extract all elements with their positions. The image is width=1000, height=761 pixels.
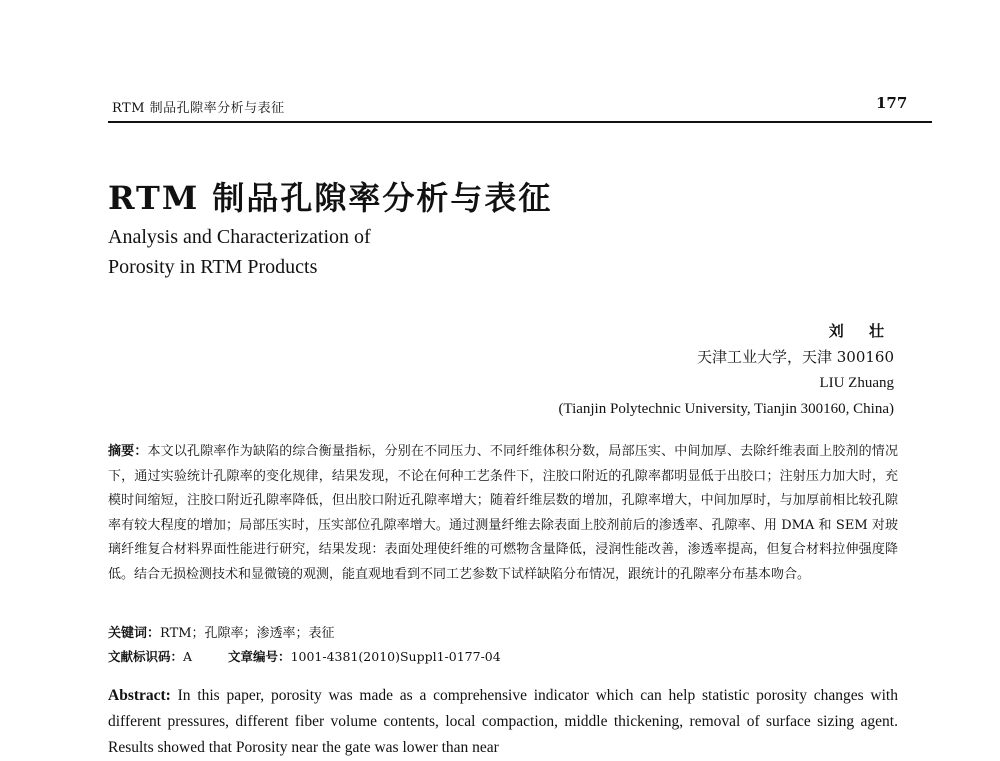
page-number: 177 — [876, 94, 908, 112]
classification-codes — [108, 647, 501, 665]
abstract-cn — [108, 440, 898, 587]
abstract-en-label: Abstract: — [108, 687, 171, 704]
keywords-text: RTM；孔隙率；渗透率；表征 — [160, 626, 335, 641]
author-name-cn: 刘 壮 — [828, 322, 894, 340]
affiliation-en: (Tianjin Polytechnic University, Tianjin 300160, China) — [558, 401, 894, 417]
abstract-en — [108, 683, 898, 761]
article-title-en-line2: Porosity in RTM Products — [108, 256, 318, 278]
keywords-label: 关键词： — [108, 626, 161, 641]
abstract-cn-label: 摘要： — [108, 444, 148, 459]
running-head-title: RTM 制品孔隙率分析与表征 — [112, 101, 285, 116]
abstract-cn-text: 本文以孔隙率作为缺陷的综合衡量指标，分别在不同压力、不同纤维体积分数，局部压实、中间加厚、去除纤维表面上胶剂的情况下，通过实验统计孔隙率的变化规律，结果发现，不论在何种工艺条件下，注胶口附近的孔隙率都明显低于出胶口；注射压力加大时，充模时间缩短，注胶口附近孔隙率降低，但出胶口附近孔隙率增大；随着纤维层数的增加，孔隙率增大，中间加厚时，与加厚前相比较孔隙率有较大程度的增加；局部压实时，压实部位孔隙率增大。通过测量纤维去除表面上胶剂前后的渗透率、孔隙率、用 DMA 和 SEM 对玻璃纤维复合材料界面性能进行研究，结果发现：表面处理使纤维的可燃物含量降低，浸润性能改善，渗透率提高，但复合材料拉伸强度降低。结合无损检测技术和显微镜的观测，能直观地看到不同工艺参数下试样缺陷分布情况，跟统计的孔隙率分布基本吻合。 — [108, 444, 898, 582]
article-title-cn: RTM 制品孔隙率分析与表征 — [108, 179, 553, 217]
header-rule — [108, 121, 932, 123]
author-block — [558, 318, 894, 422]
keywords — [108, 622, 335, 641]
abstract-en-text: In this paper, porosity was made as a comprehensive indicator which can help statistic porosity changes with different pressures, different fiber volume contents, local compaction, middle thickening, removal of surface sizing agent. Results showed that Porosity near the gate was lower than near — [108, 687, 898, 756]
doc-code-label: 文献标识码： — [108, 649, 184, 664]
article-no-value: 1001-4381(2010)Suppl1-0177-04 — [290, 649, 501, 664]
article-no-label: 文章编号： — [228, 649, 291, 664]
affiliation-cn: 天津工业大学，天津 300160 — [696, 348, 894, 366]
doc-code-value: A — [183, 649, 193, 664]
author-name-en: LIU Zhuang — [819, 375, 894, 391]
article-title-en — [108, 222, 371, 282]
article-title-en-line1: Analysis and Characterization of — [108, 226, 371, 248]
